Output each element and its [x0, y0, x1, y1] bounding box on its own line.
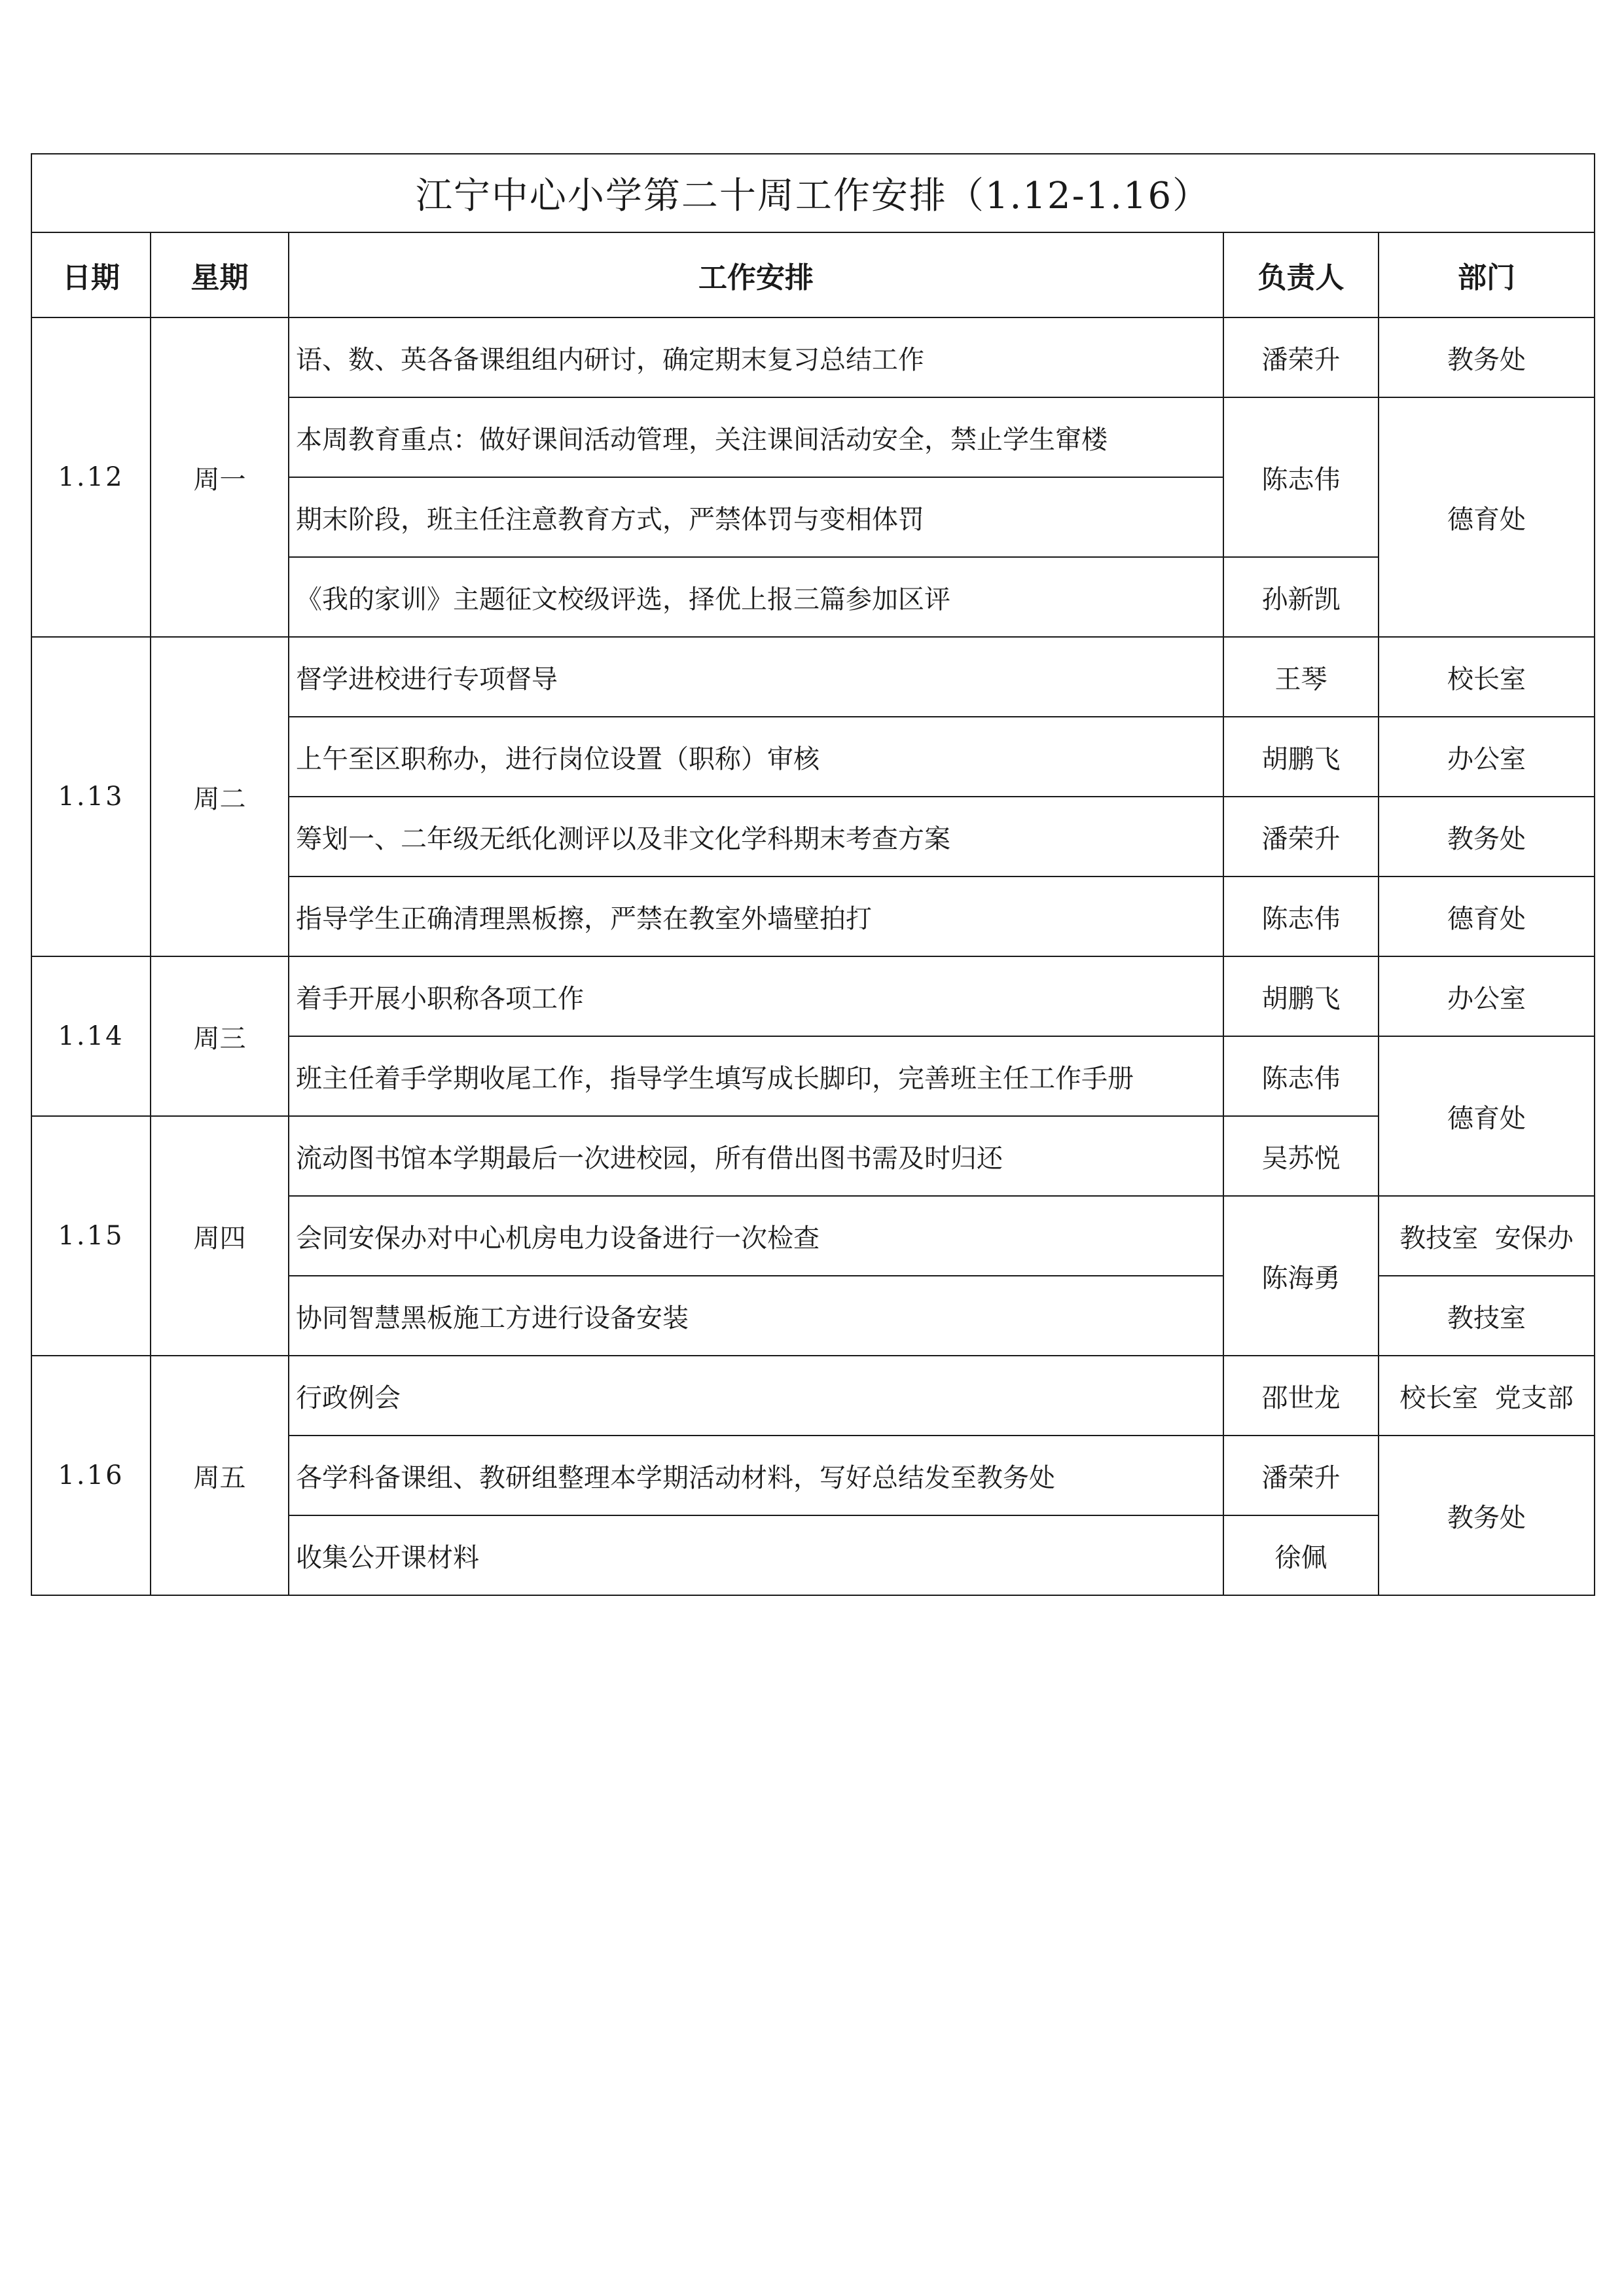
- dept-cell: 教技室: [1379, 1276, 1595, 1356]
- owner-cell: 陈志伟: [1223, 397, 1379, 557]
- owner-cell: 邵世龙: [1223, 1356, 1379, 1436]
- header-row: [31, 232, 1595, 317]
- dept-cell: 教务处: [1379, 797, 1595, 876]
- date-cell: 1.16: [31, 1356, 151, 1595]
- table-row: [31, 956, 1595, 1036]
- owner-cell: 孙新凯: [1223, 557, 1379, 637]
- schedule-table: [31, 153, 1595, 1596]
- weekday-cell: 周一: [151, 317, 289, 637]
- date-cell: 1.14: [31, 956, 151, 1116]
- weekday-cell: 周五: [151, 1356, 289, 1595]
- weekday-cell: 周三: [151, 956, 289, 1116]
- task-cell: 协同智慧黑板施工方进行设备安装: [289, 1276, 1223, 1356]
- date-cell: 1.15: [31, 1116, 151, 1356]
- dept-cell: 办公室: [1379, 956, 1595, 1036]
- dept-cell: 校长室 党支部: [1379, 1356, 1595, 1436]
- header-dept: 部门: [1379, 232, 1595, 317]
- owner-cell: 胡鹏飞: [1223, 956, 1379, 1036]
- owner-cell: 陈志伟: [1223, 1036, 1379, 1116]
- owner-cell: 吴苏悦: [1223, 1116, 1379, 1196]
- table-row: [31, 1116, 1595, 1196]
- task-cell: 语、数、英各备课组组内研讨，确定期末复习总结工作: [289, 317, 1223, 397]
- task-cell: 会同安保办对中心机房电力设备进行一次检查: [289, 1196, 1223, 1276]
- task-cell: 收集公开课材料: [289, 1515, 1223, 1595]
- owner-cell: 王琴: [1223, 637, 1379, 717]
- task-cell: 各学科备课组、教研组整理本学期活动材料，写好总结发至教务处: [289, 1436, 1223, 1515]
- task-cell: 班主任着手学期收尾工作，指导学生填写成长脚印，完善班主任工作手册: [289, 1036, 1223, 1116]
- owner-cell: 陈志伟: [1223, 876, 1379, 956]
- task-cell: 上午至区职称办，进行岗位设置（职称）审核: [289, 717, 1223, 797]
- header-task: 工作安排: [289, 232, 1223, 317]
- owner-cell: 潘荣升: [1223, 317, 1379, 397]
- task-cell: 着手开展小职称各项工作: [289, 956, 1223, 1036]
- dept-cell: 德育处: [1379, 397, 1595, 637]
- header-date: 日期: [31, 232, 151, 317]
- date-cell: 1.13: [31, 637, 151, 956]
- task-cell: 本周教育重点：做好课间活动管理，关注课间活动安全，禁止学生窜楼: [289, 397, 1223, 477]
- dept-cell: 德育处: [1379, 876, 1595, 956]
- owner-cell: 徐佩: [1223, 1515, 1379, 1595]
- dept-cell: 教务处: [1379, 1436, 1595, 1595]
- task-cell: 流动图书馆本学期最后一次进校园，所有借出图书需及时归还: [289, 1116, 1223, 1196]
- owner-cell: 胡鹏飞: [1223, 717, 1379, 797]
- owner-cell: 潘荣升: [1223, 1436, 1379, 1515]
- weekday-cell: 周四: [151, 1116, 289, 1356]
- dept-cell: 教技室 安保办: [1379, 1196, 1595, 1276]
- table-row: [31, 317, 1595, 397]
- schedule-sheet: [31, 153, 1594, 1596]
- table-row: [31, 1356, 1595, 1436]
- dept-cell: 德育处: [1379, 1036, 1595, 1196]
- dept-cell: 校长室: [1379, 637, 1595, 717]
- task-cell: 期末阶段，班主任注意教育方式，严禁体罚与变相体罚: [289, 477, 1223, 557]
- table-row: [31, 637, 1595, 717]
- owner-cell: 潘荣升: [1223, 797, 1379, 876]
- owner-cell: 陈海勇: [1223, 1196, 1379, 1356]
- date-cell: 1.12: [31, 317, 151, 637]
- header-weekday: 星期: [151, 232, 289, 317]
- task-cell: 指导学生正确清理黑板擦，严禁在教室外墙壁拍打: [289, 876, 1223, 956]
- page-title: 江宁中心小学第二十周工作安排（1.12-1.16）: [31, 154, 1595, 232]
- task-cell: 行政例会: [289, 1356, 1223, 1436]
- header-owner: 负责人: [1223, 232, 1379, 317]
- dept-cell: 教务处: [1379, 317, 1595, 397]
- dept-cell: 办公室: [1379, 717, 1595, 797]
- task-cell: 《我的家训》主题征文校级评选，择优上报三篇参加区评: [289, 557, 1223, 637]
- task-cell: 筹划一、二年级无纸化测评以及非文化学科期末考查方案: [289, 797, 1223, 876]
- weekday-cell: 周二: [151, 637, 289, 956]
- task-cell: 督学进校进行专项督导: [289, 637, 1223, 717]
